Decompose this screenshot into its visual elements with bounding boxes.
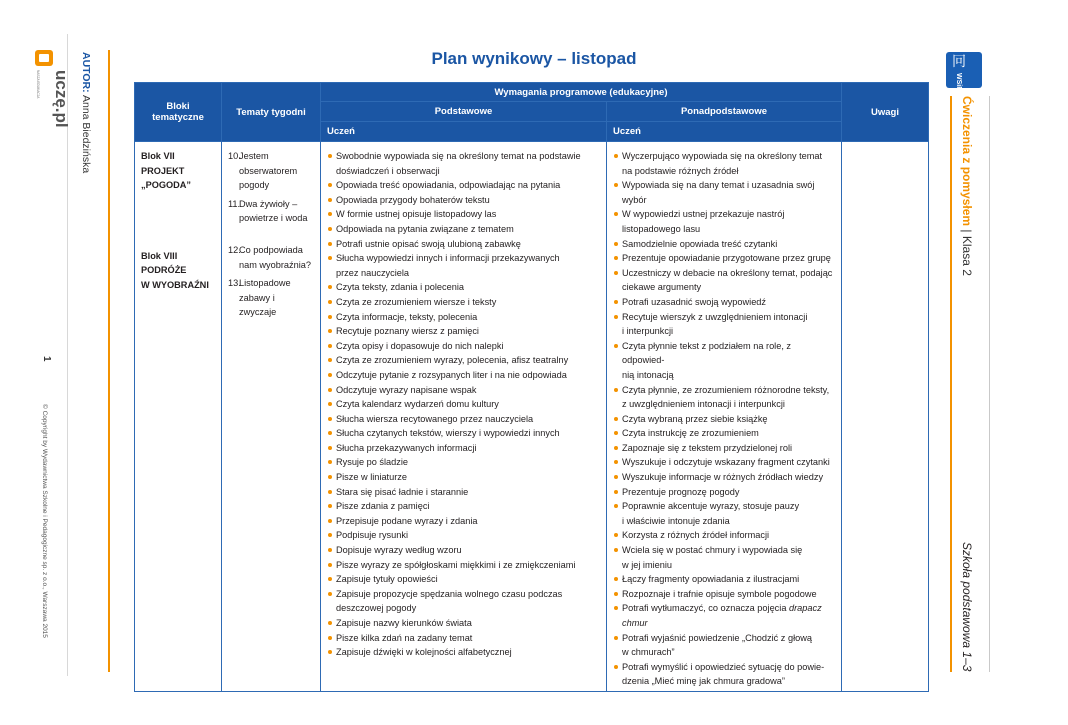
- requirement-line: Potrafi uzasadnić swoją wypowiedź: [622, 296, 767, 307]
- requirement-item: [327, 616, 600, 631]
- header-advanced: Ponadpodstawowe: [607, 102, 842, 122]
- requirement-line: Słucha przekazywanych informacji: [336, 442, 477, 453]
- requirement-item: [327, 543, 600, 558]
- requirement-line: Wyszukuje informacje w różnych źródłach wiedzy: [622, 472, 824, 483]
- requirement-item: [327, 383, 600, 398]
- topic-line: obserwatorem: [239, 165, 298, 176]
- right-divider: [989, 96, 990, 672]
- requirement-item: [613, 310, 835, 339]
- requirement-item: [613, 587, 835, 602]
- requirement-item: [613, 572, 835, 587]
- requirement-item: [327, 572, 600, 587]
- requirement-item: [613, 499, 835, 528]
- requirement-item: [613, 149, 835, 178]
- requirement-line: Korzysta z różnych źródeł informacji: [622, 530, 770, 541]
- header-blocks: Bloki tematyczne: [135, 83, 222, 142]
- header-notes: Uwagi: [842, 83, 929, 142]
- requirement-line: z uwzględnieniem intonacji i interpunkcji: [622, 399, 785, 410]
- requirement-line: i interpunkcji: [622, 326, 674, 337]
- author-name: Anna Biedzińska: [80, 92, 92, 174]
- requirement-item: [613, 485, 835, 500]
- wsip-name: WSiP: [955, 73, 962, 91]
- topic-line: Listopadowe: [239, 278, 291, 289]
- topic-line: powietrze i woda: [239, 213, 308, 224]
- requirement-item: [327, 470, 600, 485]
- page-title: Plan wynikowy – listopad: [431, 49, 637, 68]
- requirement-line: W wypowiedzi ustnej przekazuje nastrój: [622, 209, 785, 220]
- plan-table: [134, 82, 929, 692]
- requirement-line: Słucha wypowiedzi innych i informacji przekazywanych: [336, 253, 560, 264]
- requirement-item: [327, 368, 600, 383]
- requirement-line: listopadowego lasu: [622, 223, 701, 234]
- requirement-item: [327, 295, 600, 310]
- requirement-line: Uczestniczy w debacie na określony temat, podając: [622, 267, 833, 278]
- requirement-item: [613, 543, 835, 572]
- author-label: AUTOR:: [80, 52, 92, 93]
- page-number: 1: [41, 356, 52, 362]
- requirement-item: [613, 528, 835, 543]
- basic-requirements-cell: [321, 142, 607, 692]
- requirement-line: Pisze zdania z pamięci: [336, 501, 430, 512]
- topic-item: [228, 243, 314, 272]
- requirement-line: Czyta ze zrozumieniem wyrazy, polecenia, afisz teatralny: [336, 355, 569, 366]
- requirement-line: przez nauczyciela: [336, 267, 410, 278]
- requirement-line: Przepisuje podane wyrazy i zdania: [336, 515, 478, 526]
- author-line: [80, 52, 92, 173]
- requirement-line: Łączy fragmenty opowiadania z ilustracjami: [622, 574, 800, 585]
- topic-number: 13.: [228, 278, 241, 289]
- requirement-item: [613, 455, 835, 470]
- requirement-line: Czyta informacje, teksty, polecenia: [336, 311, 478, 322]
- requirement-line: Pisze w liniaturze: [336, 472, 407, 483]
- requirement-item: [327, 178, 600, 193]
- requirement-line: Czyta płynnie tekst z podziałem na role, z odpowied-: [622, 340, 792, 366]
- basic-requirements-list: [327, 149, 600, 660]
- topic-line: pogody: [239, 180, 270, 191]
- requirement-line: Wypowiada się na dany temat i uzasadnia swój wybór: [622, 180, 815, 205]
- requirement-item: [327, 631, 600, 646]
- requirement-line: Zapisuje tytuły opowieści: [336, 574, 438, 585]
- requirement-line: Zapoznaje się z tekstem przydzielonej roli: [622, 442, 793, 453]
- requirement-line: Czyta wybraną przez siebie książkę: [622, 413, 768, 424]
- requirement-line: Prezentuje opowiadanie przygotowane przez grupę: [622, 253, 831, 264]
- requirement-item: [613, 207, 835, 236]
- requirement-item: [613, 178, 835, 207]
- requirement-line: Czyta instrukcję ze zrozumieniem: [622, 428, 759, 439]
- wsip-logo-icon: 冋: [952, 54, 966, 70]
- topic-line: Jestem: [239, 151, 269, 161]
- requirement-line: Potrafi wytłumaczyć, co oznacza pojęcia drapacz: [622, 603, 822, 614]
- topic-item: [228, 149, 314, 193]
- requirement-line: Odczytuje wyrazy napisane wspak: [336, 384, 477, 395]
- requirement-line: Potrafi wyjaśnić powiedzenie „Chodzić z głową: [622, 632, 812, 643]
- requirement-line: w jej imieniu: [622, 559, 673, 570]
- requirement-line: Poprawnie akcentuje wyrazy, stosuje pauzy: [622, 501, 800, 512]
- requirement-item: [327, 193, 600, 208]
- topic-number: 11.: [228, 198, 241, 209]
- series-name: Ćwiczenia z pomysłem: [960, 96, 974, 227]
- requirement-line: dzenia „Mieć minę jak chmura gradowa”: [622, 676, 785, 687]
- requirement-line: i właściwie intonuje zdania: [622, 515, 730, 526]
- requirement-item: [613, 660, 835, 689]
- requirement-item: [327, 455, 600, 470]
- requirement-line: Wyszukuje i odczytuje wskazany fragment czytanki: [622, 457, 830, 468]
- requirement-line: w chmurach”: [622, 647, 675, 658]
- requirement-line: Słucha wiersza recytowanego przez nauczyciela: [336, 413, 534, 424]
- requirement-line: Zapisuje nazwy kierunków świata: [336, 618, 472, 628]
- requirement-line: Opowiada treść opowiadania, odpowiadając na pytania: [336, 180, 561, 191]
- requirement-line: Czyta opisy i dopasowuje do nich nalepki: [336, 340, 504, 351]
- requirement-line: Pisze kilka zdań na zadany temat: [336, 632, 473, 643]
- header-basic: Podstawowe: [321, 102, 607, 122]
- notes-cell: [842, 142, 929, 692]
- requirement-item: [327, 441, 600, 456]
- requirement-item: [327, 310, 600, 325]
- series-title: [960, 96, 974, 276]
- topic-line: Co podpowiada: [239, 244, 303, 255]
- block-line: W WYOBRAŹNI: [141, 279, 209, 290]
- requirement-item: [613, 266, 835, 295]
- series-class: Klasa 2: [960, 235, 974, 276]
- block-line: PODRÓŻE: [141, 265, 187, 276]
- advanced-requirements-list: [613, 149, 835, 689]
- requirement-item: [327, 324, 600, 339]
- requirement-item: [327, 237, 600, 252]
- topic-number: 12.: [228, 244, 241, 255]
- requirement-item: [613, 426, 835, 441]
- requirement-line: Odpowiada na pytania związane z tematem: [336, 223, 514, 234]
- requirement-line: Wyczerpująco wypowiada się na określony temat: [622, 151, 823, 161]
- requirement-item: [327, 207, 600, 222]
- requirement-line: Prezentuje prognozę pogody: [622, 486, 740, 497]
- requirement-line: Rysuje po śladzie: [336, 457, 409, 468]
- right-accent-line: [950, 96, 952, 672]
- requirement-item: [327, 149, 600, 178]
- requirement-line: Czyta ze zrozumieniem wiersze i teksty: [336, 296, 497, 307]
- topic-item: [228, 197, 314, 226]
- requirement-item: [613, 631, 835, 660]
- copyright-note: © Copyright by Wydawnictwa Szkolne i Pedagogiczne sp. z o.o., Warszawa 2015: [41, 404, 48, 638]
- block-line: Blok VIII: [141, 250, 178, 261]
- requirement-item: [613, 295, 835, 310]
- requirement-line: na podstawie różnych źródeł: [622, 165, 739, 176]
- logo-subtext: NASZA EDUKACJA: [36, 70, 40, 99]
- header-requirements: Wymagania programowe (edukacyjne): [321, 83, 842, 102]
- requirement-line: Swobodnie wypowiada się na określony temat na podstawie: [336, 151, 581, 161]
- advanced-requirements-cell: [607, 142, 842, 692]
- requirement-line: Podpisuje rysunki: [336, 530, 409, 541]
- topic-line: nam wyobraźnia?: [239, 259, 312, 270]
- requirement-line: Pisze wyrazy ze spółgłoskami miękkimi i ze zmiękczeniami: [336, 559, 576, 570]
- topics-cell: [222, 142, 321, 692]
- requirement-item: [327, 339, 600, 354]
- block-line: PROJEKT: [141, 165, 185, 176]
- requirement-line: Słucha czytanych tekstów, wierszy i wypowiedzi innych: [336, 428, 560, 439]
- requirement-line: Czyta płynnie, ze zrozumieniem różnorodne teksty,: [622, 384, 830, 395]
- requirement-line: chmur: [622, 618, 648, 628]
- requirement-item: [327, 251, 600, 280]
- requirement-item: [327, 222, 600, 237]
- requirement-item: [613, 412, 835, 427]
- requirement-line: deszczowej pogody: [336, 603, 417, 614]
- header-student-basic: Uczeń: [321, 122, 607, 142]
- requirement-line: Recytuje wierszyk z uwzględnieniem intonacji: [622, 311, 808, 322]
- requirement-item: [327, 558, 600, 573]
- requirement-item: [613, 470, 835, 485]
- requirement-item: [327, 514, 600, 529]
- school-level: Szkoła podstawowa 1–3: [960, 542, 974, 672]
- requirement-line: Odczytuje pytanie z rozsypanych liter i na nie odpowiada: [336, 369, 567, 380]
- block-line: Blok VII: [141, 151, 175, 161]
- requirement-line: Czyta teksty, zdania i polecenia: [336, 282, 465, 293]
- requirement-item: [327, 587, 600, 616]
- requirement-line: Czyta kalendarz wydarzeń domu kultury: [336, 399, 499, 410]
- requirement-item: [327, 397, 600, 412]
- topic-line: zabawy i zwyczaje: [239, 292, 277, 318]
- requirement-item: [613, 237, 835, 252]
- requirement-item: [613, 601, 835, 630]
- topic-number: 10.: [228, 151, 241, 161]
- series-separator: |: [960, 226, 974, 236]
- requirement-item: [327, 280, 600, 295]
- block-item: [141, 249, 215, 293]
- requirement-item: [327, 528, 600, 543]
- blocks-cell: [135, 142, 222, 692]
- requirement-item: [327, 412, 600, 427]
- requirement-line: Dopisuje wyrazy według wzoru: [336, 545, 462, 556]
- topic-line: Dwa żywioły –: [239, 198, 298, 209]
- block-line: „POGODA”: [141, 180, 192, 191]
- requirement-item: [613, 251, 835, 266]
- requirement-item: [613, 441, 835, 456]
- logo-text: uczę.pl: [52, 70, 71, 128]
- requirement-line: Stara się pisać ładnie i starannie: [336, 486, 469, 497]
- requirement-item: [327, 426, 600, 441]
- header-student-advanced: Uczeń: [607, 122, 842, 142]
- requirement-line: Rozpoznaje i trafnie opisuje symbole pogodowe: [622, 588, 817, 599]
- requirement-item: [613, 383, 835, 412]
- requirement-item: [327, 499, 600, 514]
- requirement-line: Zapisuje propozycje spędzania wolnego czasu podczas: [336, 588, 563, 599]
- requirement-line: doświadczeń i obserwacji: [336, 165, 440, 176]
- requirement-line: Opowiada przygody bohaterów tekstu: [336, 194, 490, 205]
- header-topics: Tematy tygodni: [222, 83, 321, 142]
- topic-item: [228, 276, 314, 320]
- requirement-line: Recytuje poznany wiersz z pamięci: [336, 326, 479, 337]
- requirement-line: Samodzielnie opowiada treść czytanki: [622, 238, 778, 249]
- left-divider: [67, 34, 68, 676]
- requirement-item: [327, 353, 600, 368]
- requirement-line: Potrafi ustnie opisać swoją ulubioną zabawkę: [336, 238, 521, 249]
- requirement-line: nią intonacją: [622, 369, 674, 380]
- requirement-line: Wciela się w postać chmury i wypowiada się: [622, 545, 803, 556]
- requirement-line: ciekawe argumenty: [622, 282, 702, 293]
- block-item: [141, 149, 215, 193]
- requirement-item: [327, 485, 600, 500]
- requirement-item: [613, 339, 835, 383]
- requirement-line: Potrafi wymyślić i opowiedzieć sytuację do powie-: [622, 661, 825, 672]
- requirement-line: Zapisuje dźwięki w kolejności alfabetycznej: [336, 647, 512, 658]
- left-accent-line: [108, 50, 110, 672]
- requirement-item: [327, 645, 600, 660]
- requirement-line: W formie ustnej opisuje listopadowy las: [336, 209, 497, 220]
